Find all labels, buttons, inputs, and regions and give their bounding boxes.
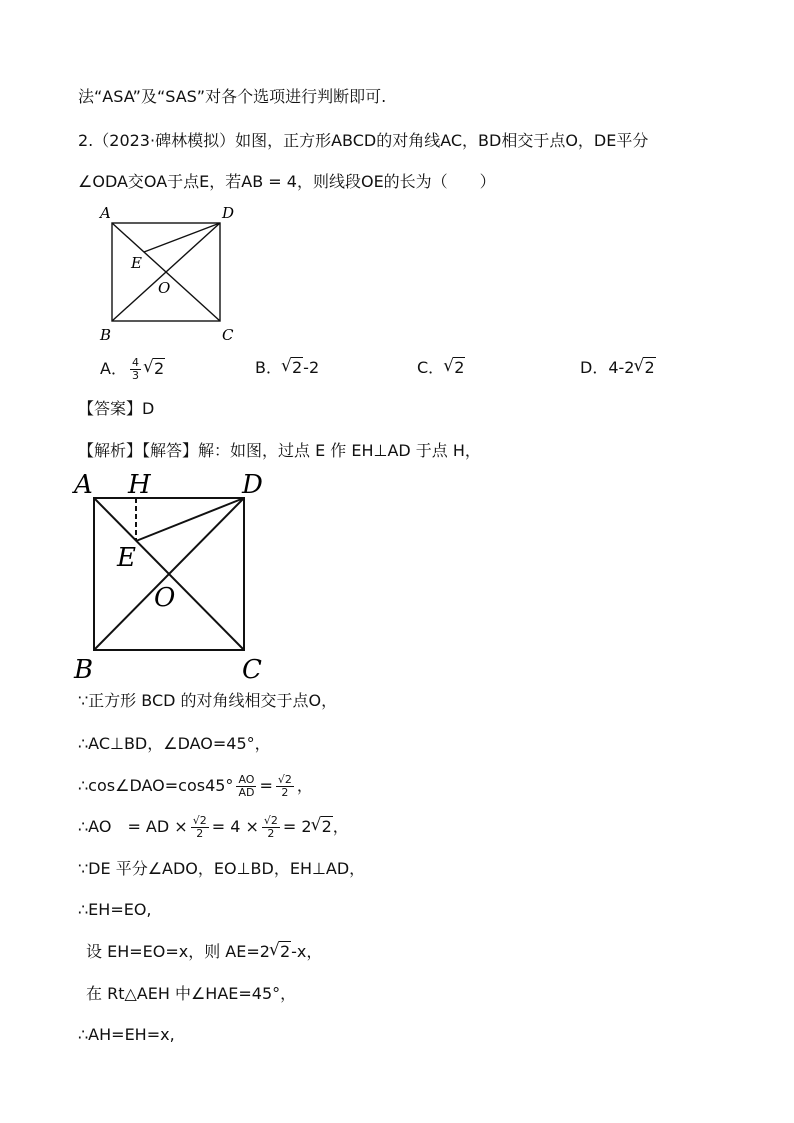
analysis-line: 【解析】【解答】解：如图，过点 E 作 EH⊥AD 于点 H，: [78, 441, 481, 460]
fig1-label-d: D: [222, 204, 235, 222]
fig2-label-o: O: [154, 583, 176, 613]
option-c: C．√ 2: [417, 357, 465, 379]
step-8: 在 Rt△AEH 中∠HAE=45°，: [86, 984, 297, 1003]
figure-square-small: [96, 200, 246, 346]
fig2-label-h: H: [128, 470, 151, 500]
fig2-label-c: C: [242, 655, 262, 684]
text-line-1: 法“ASA”及“SAS”对各个选项进行判断即可.: [78, 87, 387, 106]
step-3: ∴cos∠DAO=cos45° $\frac{AO}{AD}$ = $\frac{√2}{2}$ ，: [78, 773, 313, 799]
step-5: ∵DE 平分∠ADO，EO⊥BD，EH⊥AD，: [78, 859, 366, 878]
fig2-segment-de: [136, 498, 244, 541]
fig2-label-e: E: [117, 543, 136, 573]
fig2-label-a: A: [74, 470, 93, 500]
option-b: B．√ 2-2: [255, 357, 319, 379]
fig1-segment-de: [144, 223, 220, 252]
step-7: 设 EH=EO=x，则 AE=2√ 2-x，: [86, 941, 322, 963]
option-d: D．4-2√ 2: [580, 357, 656, 379]
step-2: ∴AC⊥BD，∠DAO=45°，: [78, 734, 271, 753]
question-line-2: ∠ODA交OA于点E，若AB = 4，则线段OE的长为（ ）: [78, 172, 496, 191]
fig1-label-e: E: [131, 254, 142, 272]
answer-line: 【答案】D: [78, 399, 155, 418]
step-4: ∴AO = AD × $\frac{√2}{2}$ = 4 × $\frac{√2}{2}$ = 2√ 2，: [78, 815, 349, 840]
figure-square-large: [72, 466, 277, 684]
fig1-label-b: B: [100, 326, 112, 344]
fig1-label-a: A: [100, 204, 111, 222]
option-a: A． $\frac{4}{3}$ √ 2: [100, 357, 165, 382]
step-1: ∵正方形 BCD 的对角线相交于点O，: [78, 691, 338, 710]
question-line: 2.（2023·碑林模拟）如图，正方形ABCD的对角线AC，BD相交于点O，DE平分: [78, 131, 649, 150]
fig2-label-b: B: [74, 655, 94, 684]
step-6: ∴EH=EO,: [78, 900, 152, 919]
step-9: ∴AH=EH=x,: [78, 1025, 175, 1044]
fig1-label-o: O: [158, 279, 171, 297]
fig1-label-c: C: [222, 326, 234, 344]
fig2-label-d: D: [242, 470, 263, 500]
